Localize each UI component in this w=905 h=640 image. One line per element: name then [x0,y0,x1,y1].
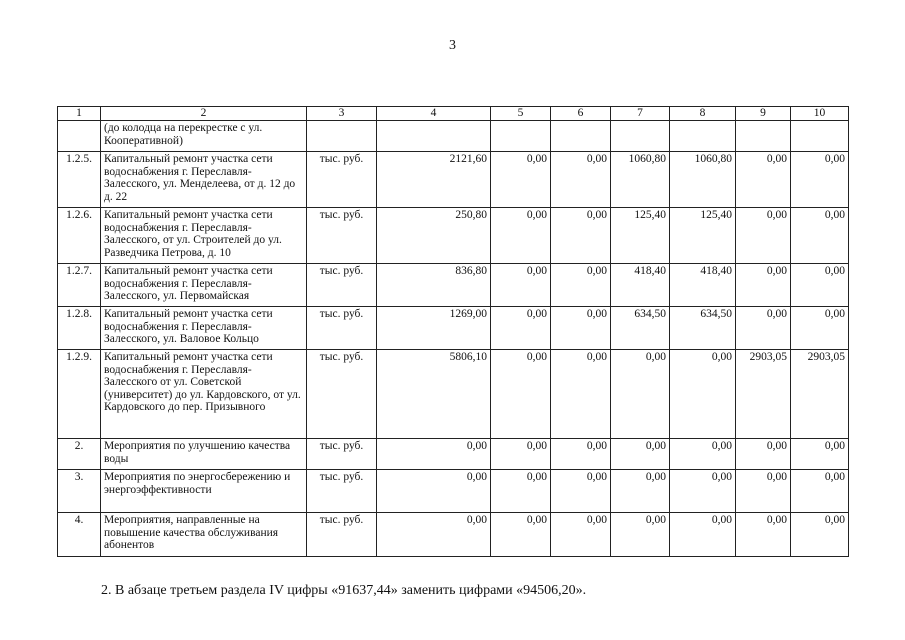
value-cell: 0,00 [611,439,670,470]
column-header: 9 [736,107,791,121]
value-cell: 0,00 [670,470,736,513]
value-cell: 0,00 [551,264,611,307]
table-row [58,208,849,264]
description-cell: Мероприятия по улучшению качества воды [101,439,307,470]
value-cell: 0,00 [491,513,551,557]
row-index-cell: 1.2.7. [58,264,101,307]
value-cell: 634,50 [670,307,736,350]
table-row [58,439,849,470]
row-index-cell: 1.2.5. [58,152,101,208]
value-cell: 0,00 [670,513,736,557]
description-cell: Капитальный ремонт участка сети водоснабжения г. Переславля-Залесского, ул. Первомайская [101,264,307,307]
description-cell: Капитальный ремонт участка сети водоснабжения г. Переславля-Залесского от ул. Советской (университет) до ул. Кардовского, от ул. Кардовского до пер. Призывного [101,350,307,439]
value-cell [611,121,670,152]
column-header: 3 [307,107,377,121]
table-row [58,470,849,513]
table-row [58,264,849,307]
row-index-cell: 2. [58,439,101,470]
amendment-text: 2. В абзаце третьем раздела IV цифры «91637,44» заменить цифрами «94506,20». [101,583,587,598]
description-cell: Мероприятия, направленные на повышение качества обслуживания абонентов [101,513,307,557]
value-cell: 0,00 [670,350,736,439]
value-cell: 250,80 [377,208,491,264]
value-cell: 0,00 [611,513,670,557]
value-cell: 0,00 [491,470,551,513]
value-cell: 125,40 [670,208,736,264]
column-header: 4 [377,107,491,121]
value-cell: 0,00 [736,307,791,350]
value-cell: 125,40 [611,208,670,264]
value-cell: 0,00 [791,513,849,557]
value-cell: 0,00 [491,152,551,208]
column-header: 6 [551,107,611,121]
value-cell: 0,00 [491,439,551,470]
row-index-cell: 3. [58,470,101,513]
value-cell: 0,00 [736,470,791,513]
description-cell: (до колодца на перекрестке с ул. Кооперативной) [101,121,307,152]
column-header: 7 [611,107,670,121]
value-cell: 0,00 [551,439,611,470]
row-index-cell: 1.2.6. [58,208,101,264]
value-cell: 0,00 [736,152,791,208]
value-cell: 0,00 [491,350,551,439]
table-row [58,350,849,439]
value-cell: 5806,10 [377,350,491,439]
value-cell: 0,00 [791,152,849,208]
value-cell: 634,50 [611,307,670,350]
value-cell: 0,00 [736,513,791,557]
unit-cell: тыс. руб. [307,350,377,439]
description-cell: Капитальный ремонт участка сети водоснабжения г. Переславля-Залесского, от ул. Строителей до ул. Разведчика Петрова, д. 10 [101,208,307,264]
description-cell: Мероприятия по энергосбережению и энергоэффективности [101,470,307,513]
row-index-cell [58,121,101,152]
value-cell: 0,00 [791,470,849,513]
value-cell: 836,80 [377,264,491,307]
column-header: 1 [58,107,101,121]
value-cell: 0,00 [551,208,611,264]
value-cell: 0,00 [377,513,491,557]
value-cell: 0,00 [551,307,611,350]
column-header: 2 [101,107,307,121]
value-cell [670,121,736,152]
description-cell: Капитальный ремонт участка сети водоснабжения г. Переславля-Залесского, ул. Валовое Кольцо [101,307,307,350]
unit-cell: тыс. руб. [307,470,377,513]
table-header-row [58,107,849,121]
plan-table [57,106,849,557]
value-cell [377,121,491,152]
value-cell: 0,00 [491,264,551,307]
unit-cell: тыс. руб. [307,307,377,350]
unit-cell: тыс. руб. [307,208,377,264]
value-cell: 0,00 [791,439,849,470]
value-cell: 0,00 [611,350,670,439]
value-cell: 0,00 [791,208,849,264]
value-cell: 0,00 [791,307,849,350]
row-index-cell: 1.2.9. [58,350,101,439]
value-cell: 0,00 [551,152,611,208]
value-cell: 0,00 [377,470,491,513]
value-cell: 0,00 [670,439,736,470]
column-header: 5 [491,107,551,121]
value-cell [791,121,849,152]
value-cell: 0,00 [791,264,849,307]
column-header: 8 [670,107,736,121]
table-row [58,513,849,557]
value-cell: 418,40 [670,264,736,307]
value-cell: 0,00 [736,208,791,264]
value-cell [491,121,551,152]
value-cell: 0,00 [736,439,791,470]
value-cell: 0,00 [491,208,551,264]
value-cell: 1060,80 [611,152,670,208]
unit-cell: тыс. руб. [307,264,377,307]
description-cell: Капитальный ремонт участка сети водоснабжения г. Переславля-Залесского, ул. Менделеева, от д. 12 до д. 22 [101,152,307,208]
table-row [58,152,849,208]
value-cell [551,121,611,152]
row-index-cell: 4. [58,513,101,557]
value-cell: 1269,00 [377,307,491,350]
value-cell [736,121,791,152]
table-row [58,307,849,350]
unit-cell: тыс. руб. [307,152,377,208]
value-cell: 0,00 [736,264,791,307]
column-header: 10 [791,107,849,121]
table-row [58,121,849,152]
value-cell: 0,00 [611,470,670,513]
value-cell: 0,00 [551,350,611,439]
value-cell: 0,00 [377,439,491,470]
unit-cell: тыс. руб. [307,439,377,470]
page-number: 3 [449,38,456,53]
row-index-cell: 1.2.8. [58,307,101,350]
value-cell: 0,00 [551,470,611,513]
value-cell: 0,00 [491,307,551,350]
value-cell: 1060,80 [670,152,736,208]
value-cell: 418,40 [611,264,670,307]
value-cell: 2903,05 [736,350,791,439]
value-cell: 2903,05 [791,350,849,439]
unit-cell [307,121,377,152]
unit-cell: тыс. руб. [307,513,377,557]
value-cell: 0,00 [551,513,611,557]
value-cell: 2121,60 [377,152,491,208]
